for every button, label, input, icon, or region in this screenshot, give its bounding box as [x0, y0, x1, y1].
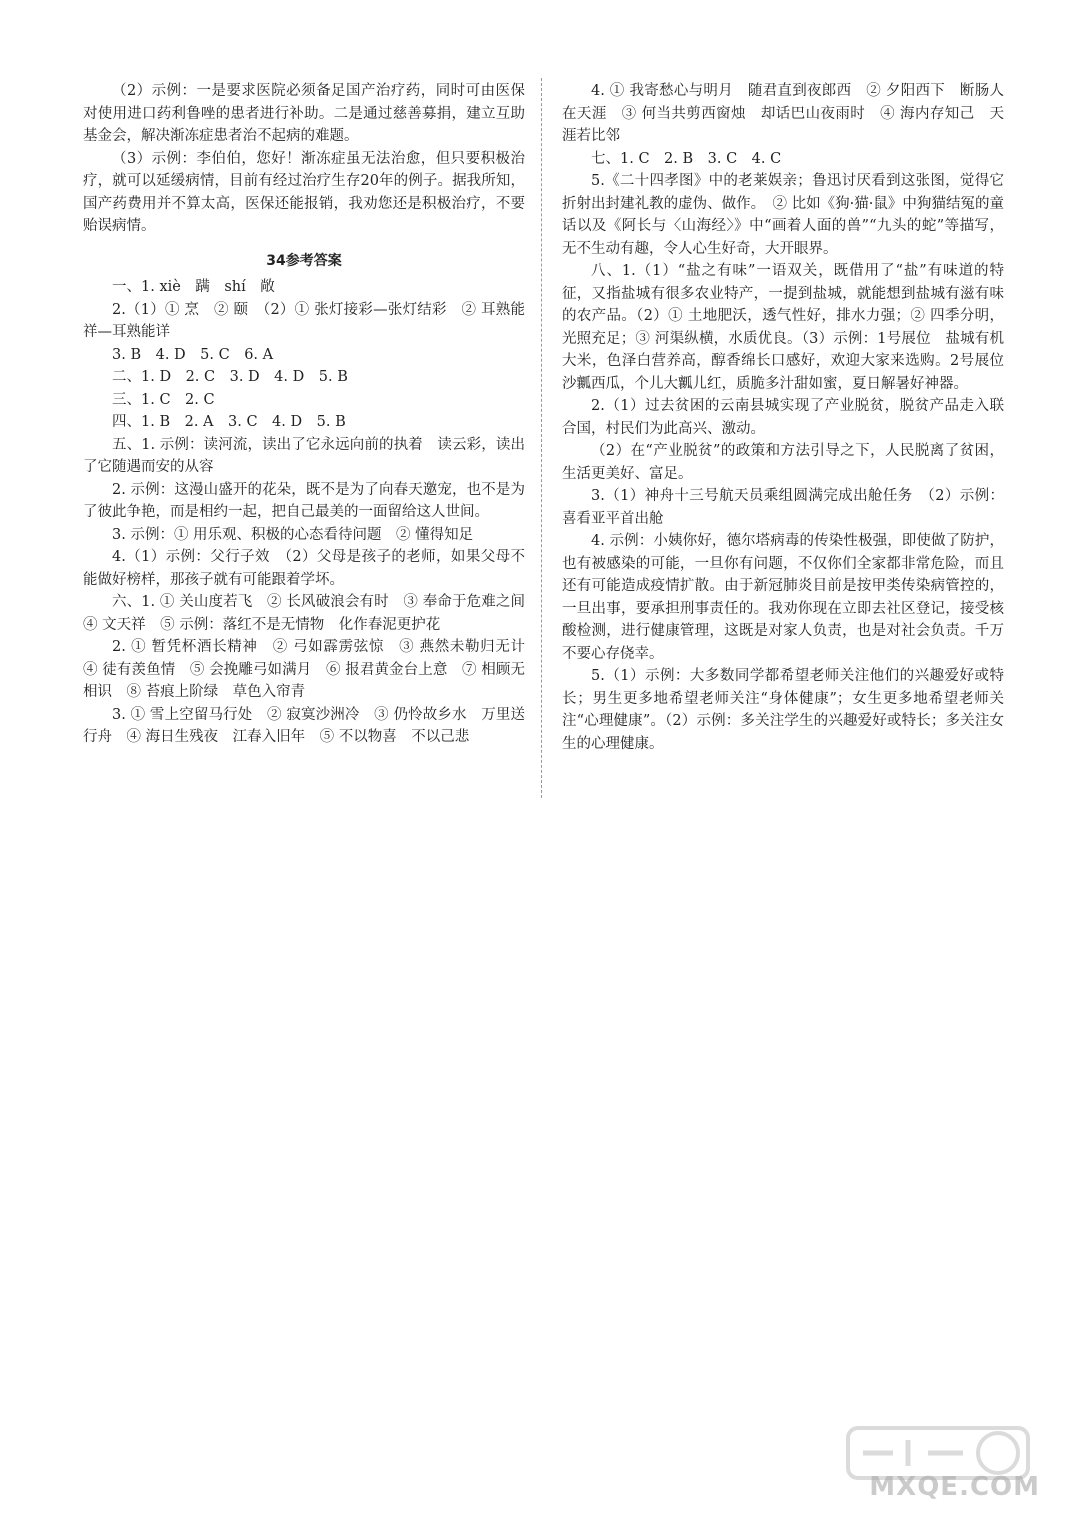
answer-paragraph: 5.《二十四孝图》中的老莱娱亲；鲁迅讨厌看到这张图，觉得它折射出封建礼教的虚伪、做作。 ② 比如《狗·猫·鼠》中狗猫结冤的童话以及《阿长与〈山海经〉》中“画着人面的兽”“九头的蛇”等描写，无不生动有趣，令人心生好奇，大开眼界。 [562, 173, 1004, 257]
answer-paragraph: （3）示例：李伯伯，您好！渐冻症虽无法治愈，但只要积极治疗，就可以延缓病情，目前有经过治疗生存20年的例子。据我所知，国产药费用并不算太高，医保还能报销，我劝您还是积极治疗，不要贻误病情。 [83, 150, 525, 234]
section-heading: 34参考答案 [266, 252, 342, 269]
answer-paragraph: 4. ① 我寄愁心与明月 随君直到夜郎西 ② 夕阳西下 断肠人在天涯 ③ 何当共剪西窗烛 却话巴山夜雨时 ④ 海内存知己 天涯若比邻 [562, 83, 1004, 144]
left-answers-top [83, 80, 525, 238]
right-column [562, 80, 1004, 755]
left-column [83, 80, 540, 749]
right-answers [562, 80, 1004, 755]
answer-paragraph: 三、1. C 2. C [112, 391, 215, 408]
answer-paragraph: 3. ① 雪上空留马行处 ② 寂寞沙洲冷 ③ 仍怜故乡水 万里送行舟 ④ 海日生残夜 江春入旧年 ⑤ 不以物喜 不以己悲 [83, 706, 525, 745]
column-divider [541, 78, 542, 798]
answer-paragraph: 六、1. ① 关山度若飞 ② 长风破浪会有时 ③ 奉命于危难之间 ④ 文天祥 ⑤ 示例：落红不是无情物 化作春泥更护花 [83, 594, 540, 633]
answer-paragraph: 一、1. xiè 蹒 shí 敞 [112, 279, 275, 295]
answer-paragraph: 七、1. C 2. B 3. C 4. C [591, 150, 782, 167]
answer-paragraph: 五、1. 示例：读河流，读出了它永远向前的执着 读云彩，读出了它随遇而安的从容 [83, 436, 525, 475]
answer-paragraph: 2. ① 暂凭杯酒长精神 ② 弓如霹雳弦惊 ③ 燕然未勒归无计 ④ 徒有羡鱼情 ⑤ 会挽雕弓如满月 ⑥ 报君黄金台上意 ⑦ 相顾无相识 ⑧ 苔痕上阶绿 草色入帘青 [83, 639, 540, 700]
answer-paragraph: 2.（1）过去贫困的云南县城实现了产业脱贫，脱贫产品走入联合国，村民们为此高兴、激动。 [562, 398, 1004, 437]
answer-paragraph: 四、1. B 2. A 3. C 4. D 5. B [112, 414, 346, 430]
answer-paragraph: 3. B 4. D 5. C 6. A [112, 346, 274, 363]
answer-paragraph: 2. 示例：这漫山盛开的花朵，既不是为了向春天邀宠，也不是为了彼此争艳，而是相约一起，把自己最美的一面留给这人世间。 [83, 481, 525, 520]
answer-paragraph: 4. 示例：小姨你好，德尔塔病毒的传染性极强，即使做了防护，也有被感染的可能，一旦你有问题，不仅你们全家都非常危险，而且还有可能造成疫情扩散。由于新冠肺炎目前是按甲类传染病管控的，一旦出事，要承担刑事责任的。我劝你现在立即去社区登记，接受核酸检测，进行健康管理，这既是对家人负责，也是对社会负责。千万不要心存侥幸。 [562, 533, 1004, 662]
answer-paragraph: 3. 示例：① 用乐观、积极的心态看待问题 ② 懂得知足 [112, 526, 474, 543]
answer-paragraph: 3.（1）神舟十三号航天员乘组圆满完成出舱任务 （2）示例：喜看亚平首出舱 [562, 488, 1004, 527]
answer-paragraph: 5.（1）示例：大多数同学都希望老师关注他们的兴趣爱好或特长；男生更多地希望老师关注“身体健康”；女生更多地希望老师关注“心理健康”。（2）示例：多关注学生的兴趣爱好或特长；多关注女生的心理健康。 [562, 668, 1004, 752]
answer-paragraph: 2.（1）① 烹 ② 颐 （2）① 张灯接彩—张灯结彩 ② 耳熟能祥—耳熟能详 [83, 301, 525, 340]
left-answers-bottom [83, 276, 540, 749]
answer-paragraph: 4.（1）示例：父行子效 （2）父母是孩子的老师，如果父母不能做好榜样，那孩子就有可能跟着学坏。 [83, 549, 525, 588]
answer-paragraph: （2）示例：一是要求医院必须备足国产治疗药，同时可由医保对使用进口药利鲁唑的患者进行补助。二是通过慈善募捐，建立互助基金会，解决渐冻症患者治不起病的难题。 [83, 83, 525, 144]
answer-paragraph: 八、1.（1）“盐之有味”一语双关，既借用了“盐”有味道的特征，又指盐城有很多农业特产，一提到盐城，就能想到盐城有滋有味的农产品。（2）① 土地肥沃，透气性好，排水力强；② 四季分明，光照充足；③ 河渠纵横，水质优良。（3）示例：1号展位 盐城有机大米，色泽白营养高，醇香绵长口感好，欢迎大家来选购。2号展位 沙瓤西瓜，个儿大瓤儿红，质脆多汁甜如蜜，夏日解暑好神器。 [562, 263, 1004, 392]
answer-paragraph: （2）在“产业脱贫”的政策和方法引导之下，人民脱离了贫困，生活更美好、富足。 [562, 443, 1004, 482]
answer-paragraph: 二、1. D 2. C 3. D 4. D 5. B [112, 369, 348, 385]
watermark-text: MXQE.COM [869, 1472, 1040, 1502]
